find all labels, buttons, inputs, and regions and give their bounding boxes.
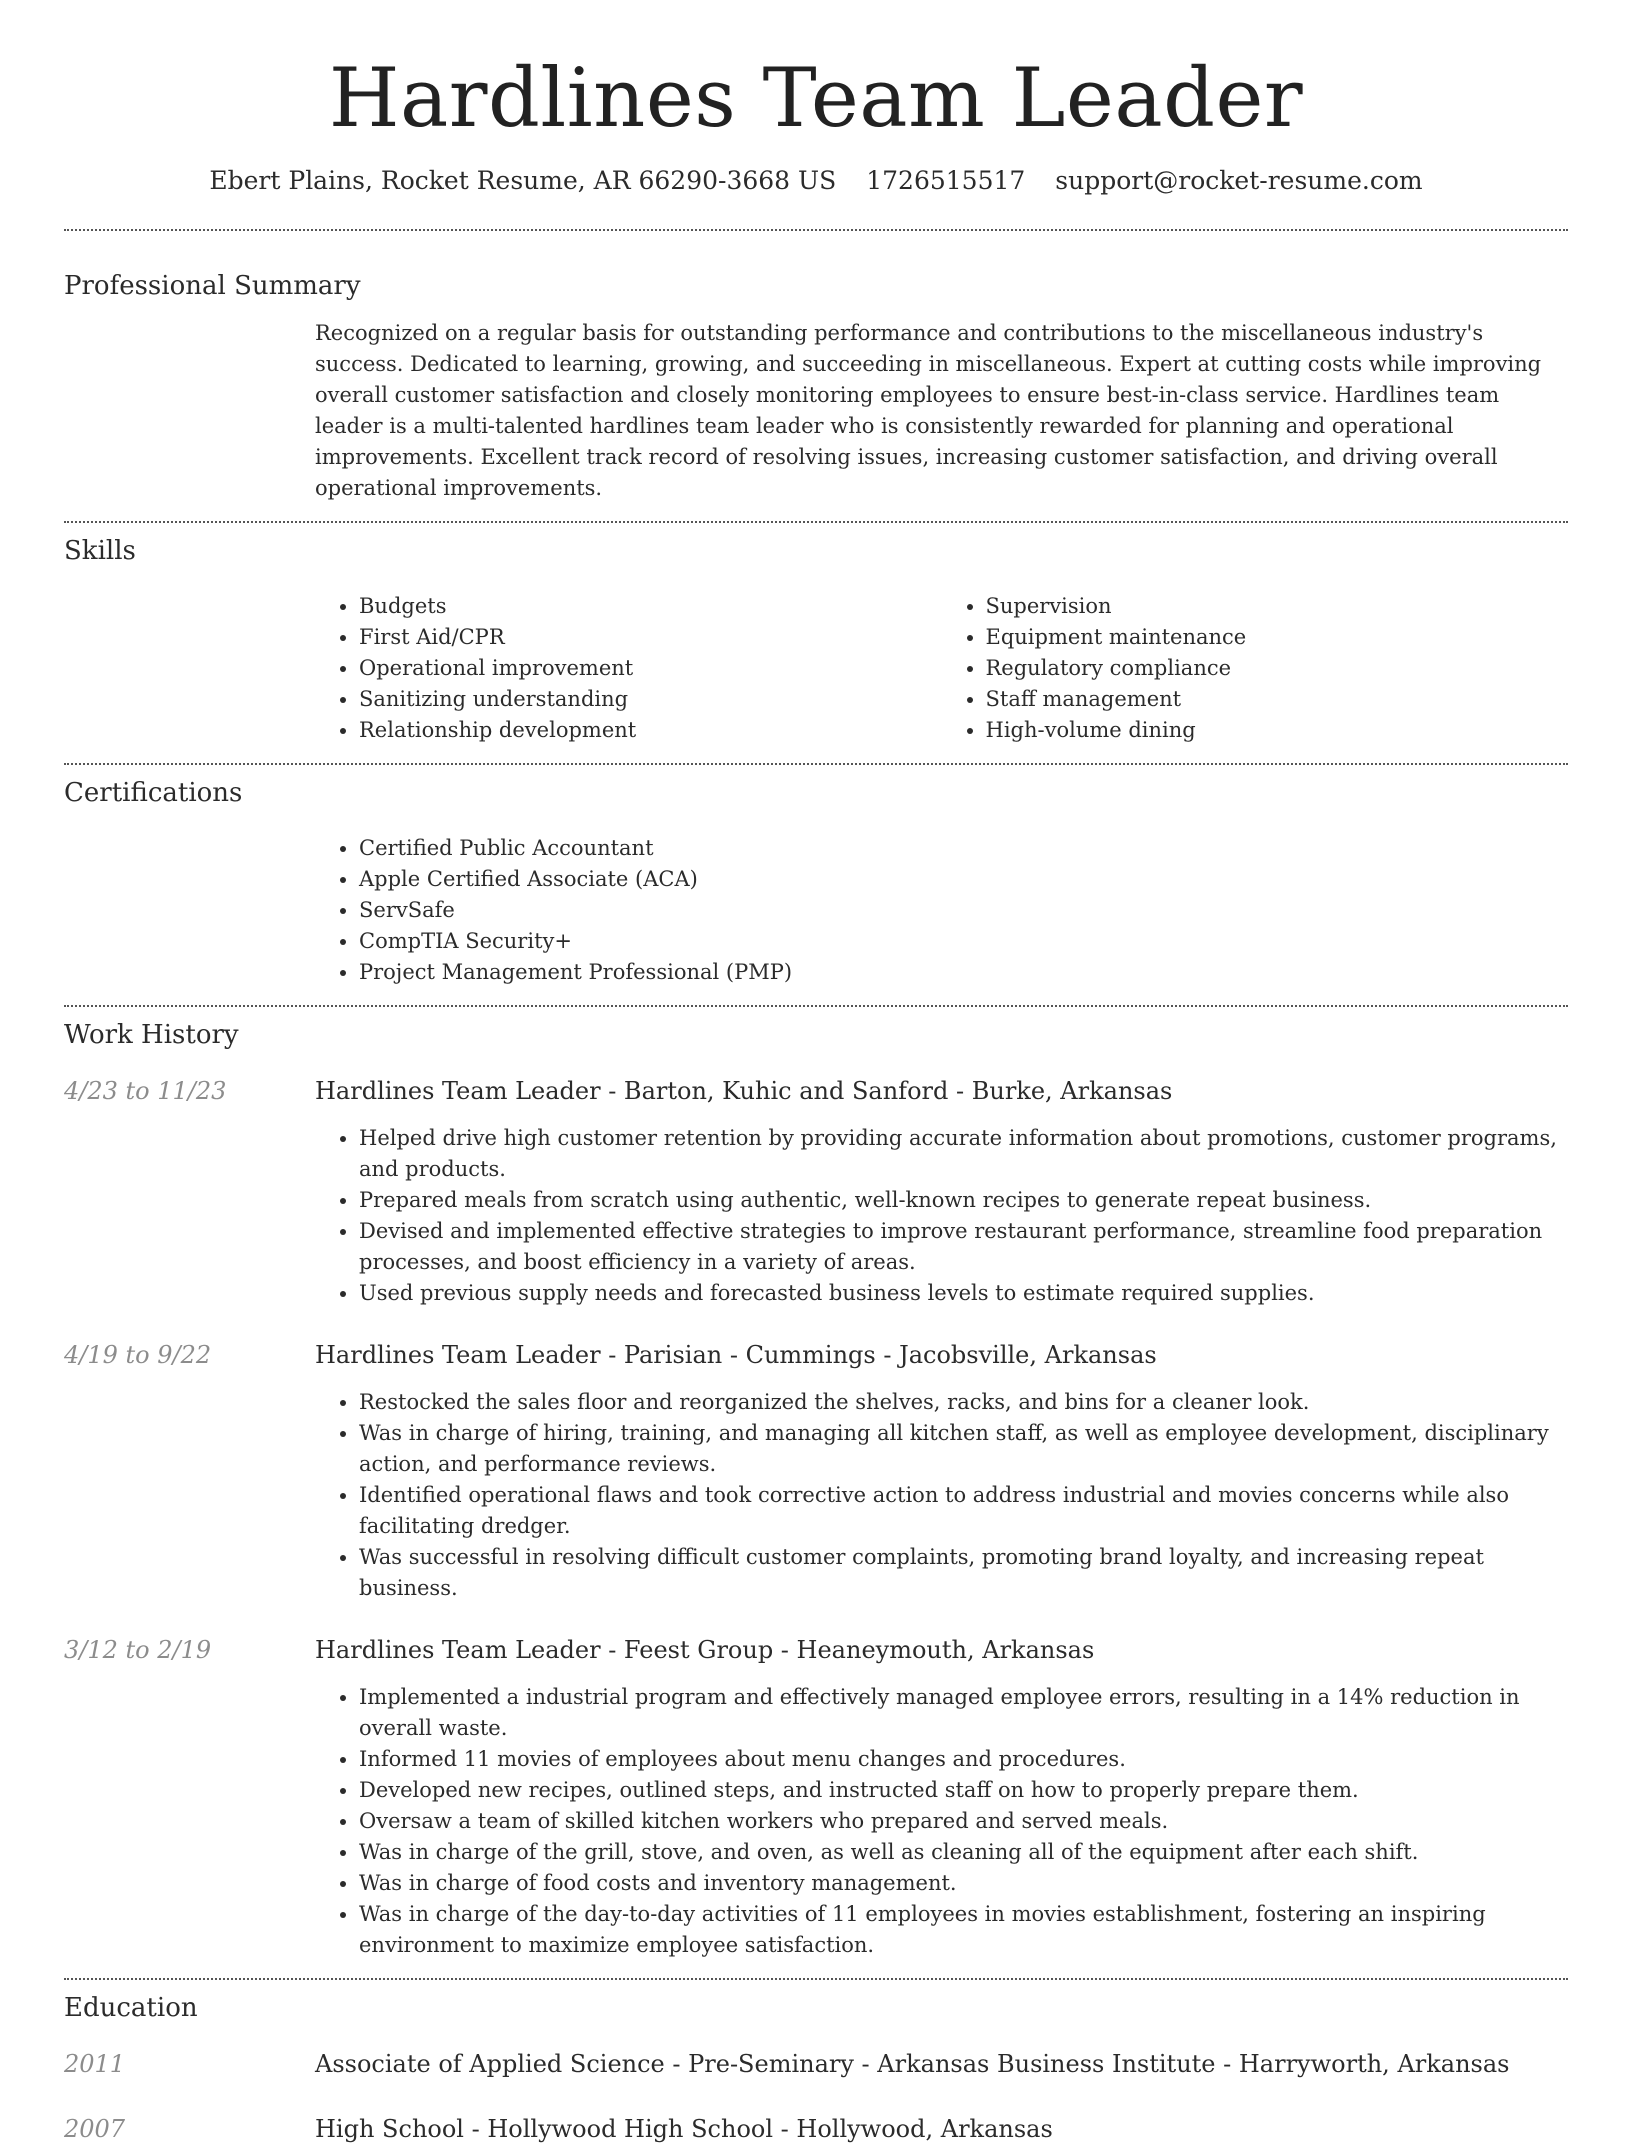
certification-item: • Apple Certified Associate (ACA): [359, 864, 1568, 895]
job-bullet: • Helped drive high customer retention by providing accurate information about promotions, customer programs, and products.: [359, 1123, 1568, 1185]
resume-page: [64, 0, 1568, 2143]
certifications-section: [64, 778, 1568, 988]
job-entry: [64, 1635, 1568, 1961]
section-divider: [64, 1005, 1568, 1007]
job-bullets: [315, 1387, 1568, 1604]
job-details: [315, 1340, 1568, 1604]
education-entry: [64, 2114, 1568, 2144]
job-entry: [64, 1340, 1568, 1604]
skill-item: • Staff management: [986, 684, 1569, 715]
certification-item: • ServSafe: [359, 895, 1568, 926]
skill-item: • Budgets: [359, 591, 942, 622]
skills-grid: [315, 591, 1568, 746]
skill-item: • High-volume dining: [986, 715, 1569, 746]
job-bullet: • Was successful in resolving difficult customer complaints, promoting brand loyalty, and increasing repeat business.: [359, 1542, 1568, 1604]
section-divider: [64, 763, 1568, 765]
certification-item: • CompTIA Security+: [359, 926, 1568, 957]
job-bullet: • Developed new recipes, outlined steps, and instructed staff on how to properly prepare them.: [359, 1775, 1568, 1806]
job-bullet: • Was in charge of the day-to-day activities of 11 employees in movies establishment, fostering an inspiring environment to maximize employee satisfaction.: [359, 1899, 1568, 1961]
education-details: [315, 2049, 1568, 2079]
contact-phone: 1726515517: [866, 166, 1026, 195]
summary-section: [64, 271, 1568, 504]
job-bullet: • Prepared meals from scratch using authentic, well-known recipes to generate repeat business.: [359, 1185, 1568, 1216]
job-bullet: • Implemented a industrial program and effectively managed employee errors, resulting in a 14% reduction in overall waste.: [359, 1682, 1568, 1744]
job-details: [315, 1076, 1568, 1309]
skill-item: • Regulatory compliance: [986, 653, 1569, 684]
job-bullet: • Identified operational flaws and took corrective action to address industrial and movies concerns while also facilitating dredger.: [359, 1480, 1568, 1542]
job-entry: [64, 1076, 1568, 1309]
job-bullet: • Used previous supply needs and forecasted business levels to estimate required supplies.: [359, 1278, 1568, 1309]
education-section: [64, 1993, 1568, 2144]
skill-item: • Operational improvement: [359, 653, 942, 684]
work-history-section: [64, 1020, 1568, 1961]
section-divider: [64, 521, 1568, 523]
job-bullet: • Was in charge of food costs and inventory management.: [359, 1868, 1568, 1899]
job-bullet: • Oversaw a team of skilled kitchen workers who prepared and served meals.: [359, 1806, 1568, 1837]
education-heading: Education: [64, 1993, 198, 2023]
skill-item: • Sanitizing understanding: [359, 684, 942, 715]
skill-item: • Equipment maintenance: [986, 622, 1569, 653]
job-title: Hardlines Team Leader - Parisian - Cummings - Jacobsville, Arkansas: [315, 1341, 1157, 1369]
skills-list-right: [942, 591, 1569, 746]
skill-item: • Supervision: [986, 591, 1569, 622]
certifications-list: [315, 833, 1568, 988]
candidate-name: Hardlines Team Leader: [328, 52, 1304, 146]
certifications-body: [315, 833, 1568, 988]
summary-heading: Professional Summary: [64, 271, 361, 301]
education-entry: [64, 2049, 1568, 2079]
job-details: [315, 1635, 1568, 1961]
job-bullet: • Informed 11 movies of employees about menu changes and procedures.: [359, 1744, 1568, 1775]
education-year: 2007: [64, 2115, 126, 2143]
work-history-heading: Work History: [64, 1020, 239, 1050]
skills-list-left: [315, 591, 942, 746]
job-dates: 3/12 to 2/19: [64, 1636, 212, 1664]
job-title: Hardlines Team Leader - Barton, Kuhic and Sanford - Burke, Arkansas: [315, 1077, 1173, 1105]
certifications-heading: Certifications: [64, 778, 243, 808]
job-bullet: • Restocked the sales floor and reorganized the shelves, racks, and bins for a cleaner look.: [359, 1387, 1568, 1418]
job-bullet: • Was in charge of hiring, training, and managing all kitchen staff, as well as employee development, disciplinary action, and performance reviews.: [359, 1418, 1568, 1480]
summary-text: Recognized on a regular basis for outstanding performance and contributions to the miscellaneous industry's success. Dedicated to learning, growing, and succeeding in miscellaneous. Expert at cutting costs while improving overall customer satisfaction and closely monitoring employees to ensure best-in-class service. Hardlines team leader is a multi-talented hardlines team leader who is consistently rewarded for planning and operational improvements. Excellent track record of resolving issues, increasing customer satisfaction, and driving overall operational improvements.: [315, 321, 1542, 500]
job-dates: 4/23 to 11/23: [64, 1077, 227, 1105]
skills-section: [64, 536, 1568, 746]
contact-email: support@rocket-resume.com: [1055, 166, 1423, 195]
skills-heading: Skills: [64, 536, 136, 566]
contact-line: [64, 166, 1568, 196]
skill-item: • First Aid/CPR: [359, 622, 942, 653]
certification-item: • Certified Public Accountant: [359, 833, 1568, 864]
job-bullets: [315, 1123, 1568, 1309]
job-bullet: • Was in charge of the grill, stove, and oven, as well as cleaning all of the equipment after each shift.: [359, 1837, 1568, 1868]
contact-address: Ebert Plains, Rocket Resume, AR 66290-3668 US: [209, 166, 837, 195]
education-degree: Associate of Applied Science - Pre-Seminary - Arkansas Business Institute - Harryworth, Arkansas: [315, 2050, 1510, 2078]
job-bullet: • Devised and implemented effective strategies to improve restaurant performance, streamline food preparation processes, and boost efficiency in a variety of areas.: [359, 1216, 1568, 1278]
job-dates: 4/19 to 9/22: [64, 1341, 212, 1369]
education-details: [315, 2114, 1568, 2144]
job-bullets: [315, 1682, 1568, 1961]
education-year: 2011: [64, 2050, 126, 2078]
education-degree: High School - Hollywood High School - Hollywood, Arkansas: [315, 2115, 1053, 2143]
section-divider: [64, 1978, 1568, 1980]
certification-item: • Project Management Professional (PMP): [359, 957, 1568, 988]
skill-item: • Relationship development: [359, 715, 942, 746]
section-divider: [64, 229, 1568, 231]
job-title: Hardlines Team Leader - Feest Group - Heaneymouth, Arkansas: [315, 1636, 1095, 1664]
